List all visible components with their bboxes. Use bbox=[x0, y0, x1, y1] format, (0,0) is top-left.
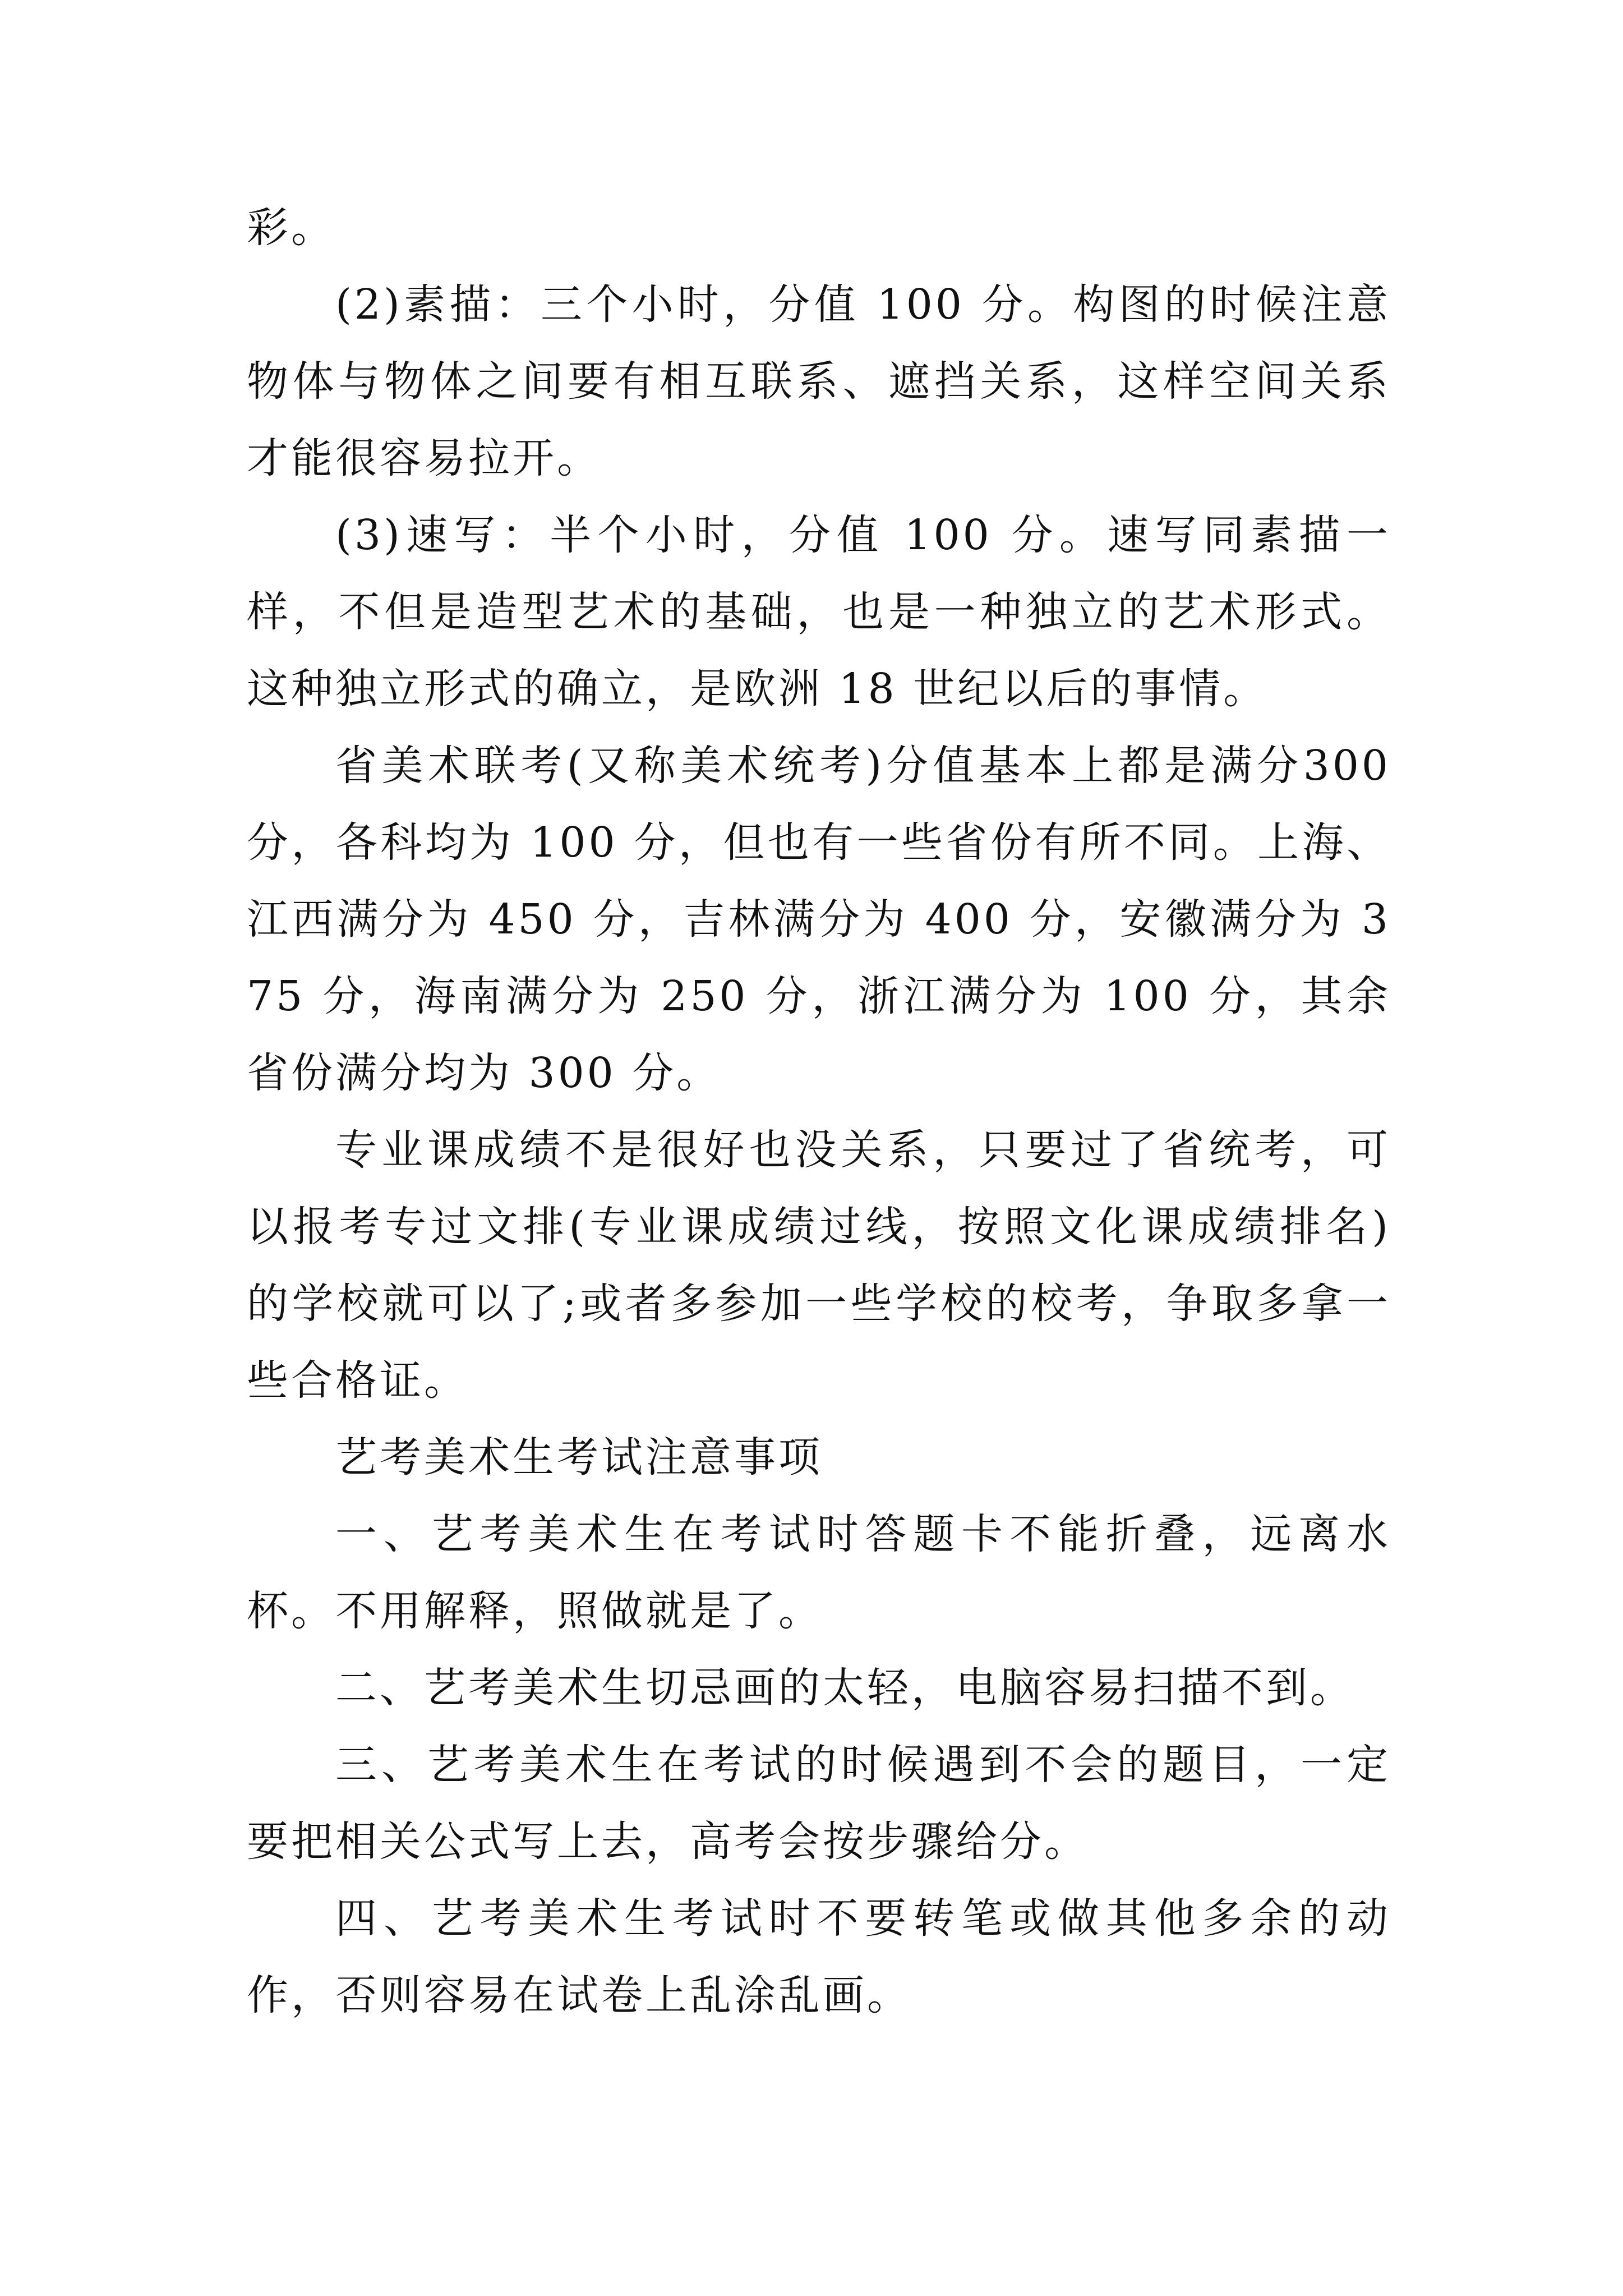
note-item-2: 二、艺考美术生切忌画的太轻，电脑容易扫描不到。 bbox=[335, 1664, 1354, 1712]
document-body bbox=[247, 190, 1391, 2034]
note-item-3: 三、艺考美术生在考试的时候遇到不会的题目，一定要把相关公式写上去，高考会按步骤给分。 bbox=[247, 1741, 1391, 1866]
paragraph-provincial-exam-scores: 省美术联考(又称美术统考)分值基本上都是满分300分，各科均为 100 分，但也有一些省份有所不同。上海、江西满分为 450 分，吉林满分为 400 分，安徽满分为 375 分，海南满分为 250 分，浙江满分为 100 分，其余省份满分均为 300 分。 bbox=[247, 742, 1391, 1097]
paragraph-quick-sketch: (3)速写：半个小时，分值 100 分。速写同素描一样，不但是造型艺术的基础，也是一种独立的艺术形式。这种独立形式的确立，是欧洲 18 世纪以后的事情。 bbox=[247, 511, 1391, 713]
note-item-4: 四、艺考美术生考试时不要转笔或做其他多余的动作，否则容易在试卷上乱涂乱画。 bbox=[247, 1894, 1391, 2019]
section-heading-exam-notes: 艺考美术生考试注意事项 bbox=[335, 1433, 823, 1481]
note-item-1: 一、艺考美术生在考试时答题卡不能折叠，远离水杯。不用解释，照做就是了。 bbox=[247, 1510, 1391, 1635]
paragraph-sketch: (2)素描：三个小时，分值 100 分。构图的时候注意物体与物体之间要有相互联系、遮挡关系，这样空间关系才能很容易拉开。 bbox=[247, 280, 1391, 482]
paragraph-continuation: 彩。 bbox=[247, 204, 335, 252]
paragraph-admission-advice: 专业课成绩不是很好也没关系，只要过了省统考，可以报考专过文排(专业课成绩过线，按照文化课成绩排名)的学校就可以了;或者多参加一些学校的校考，争取多拿一些合格证。 bbox=[247, 1126, 1391, 1405]
